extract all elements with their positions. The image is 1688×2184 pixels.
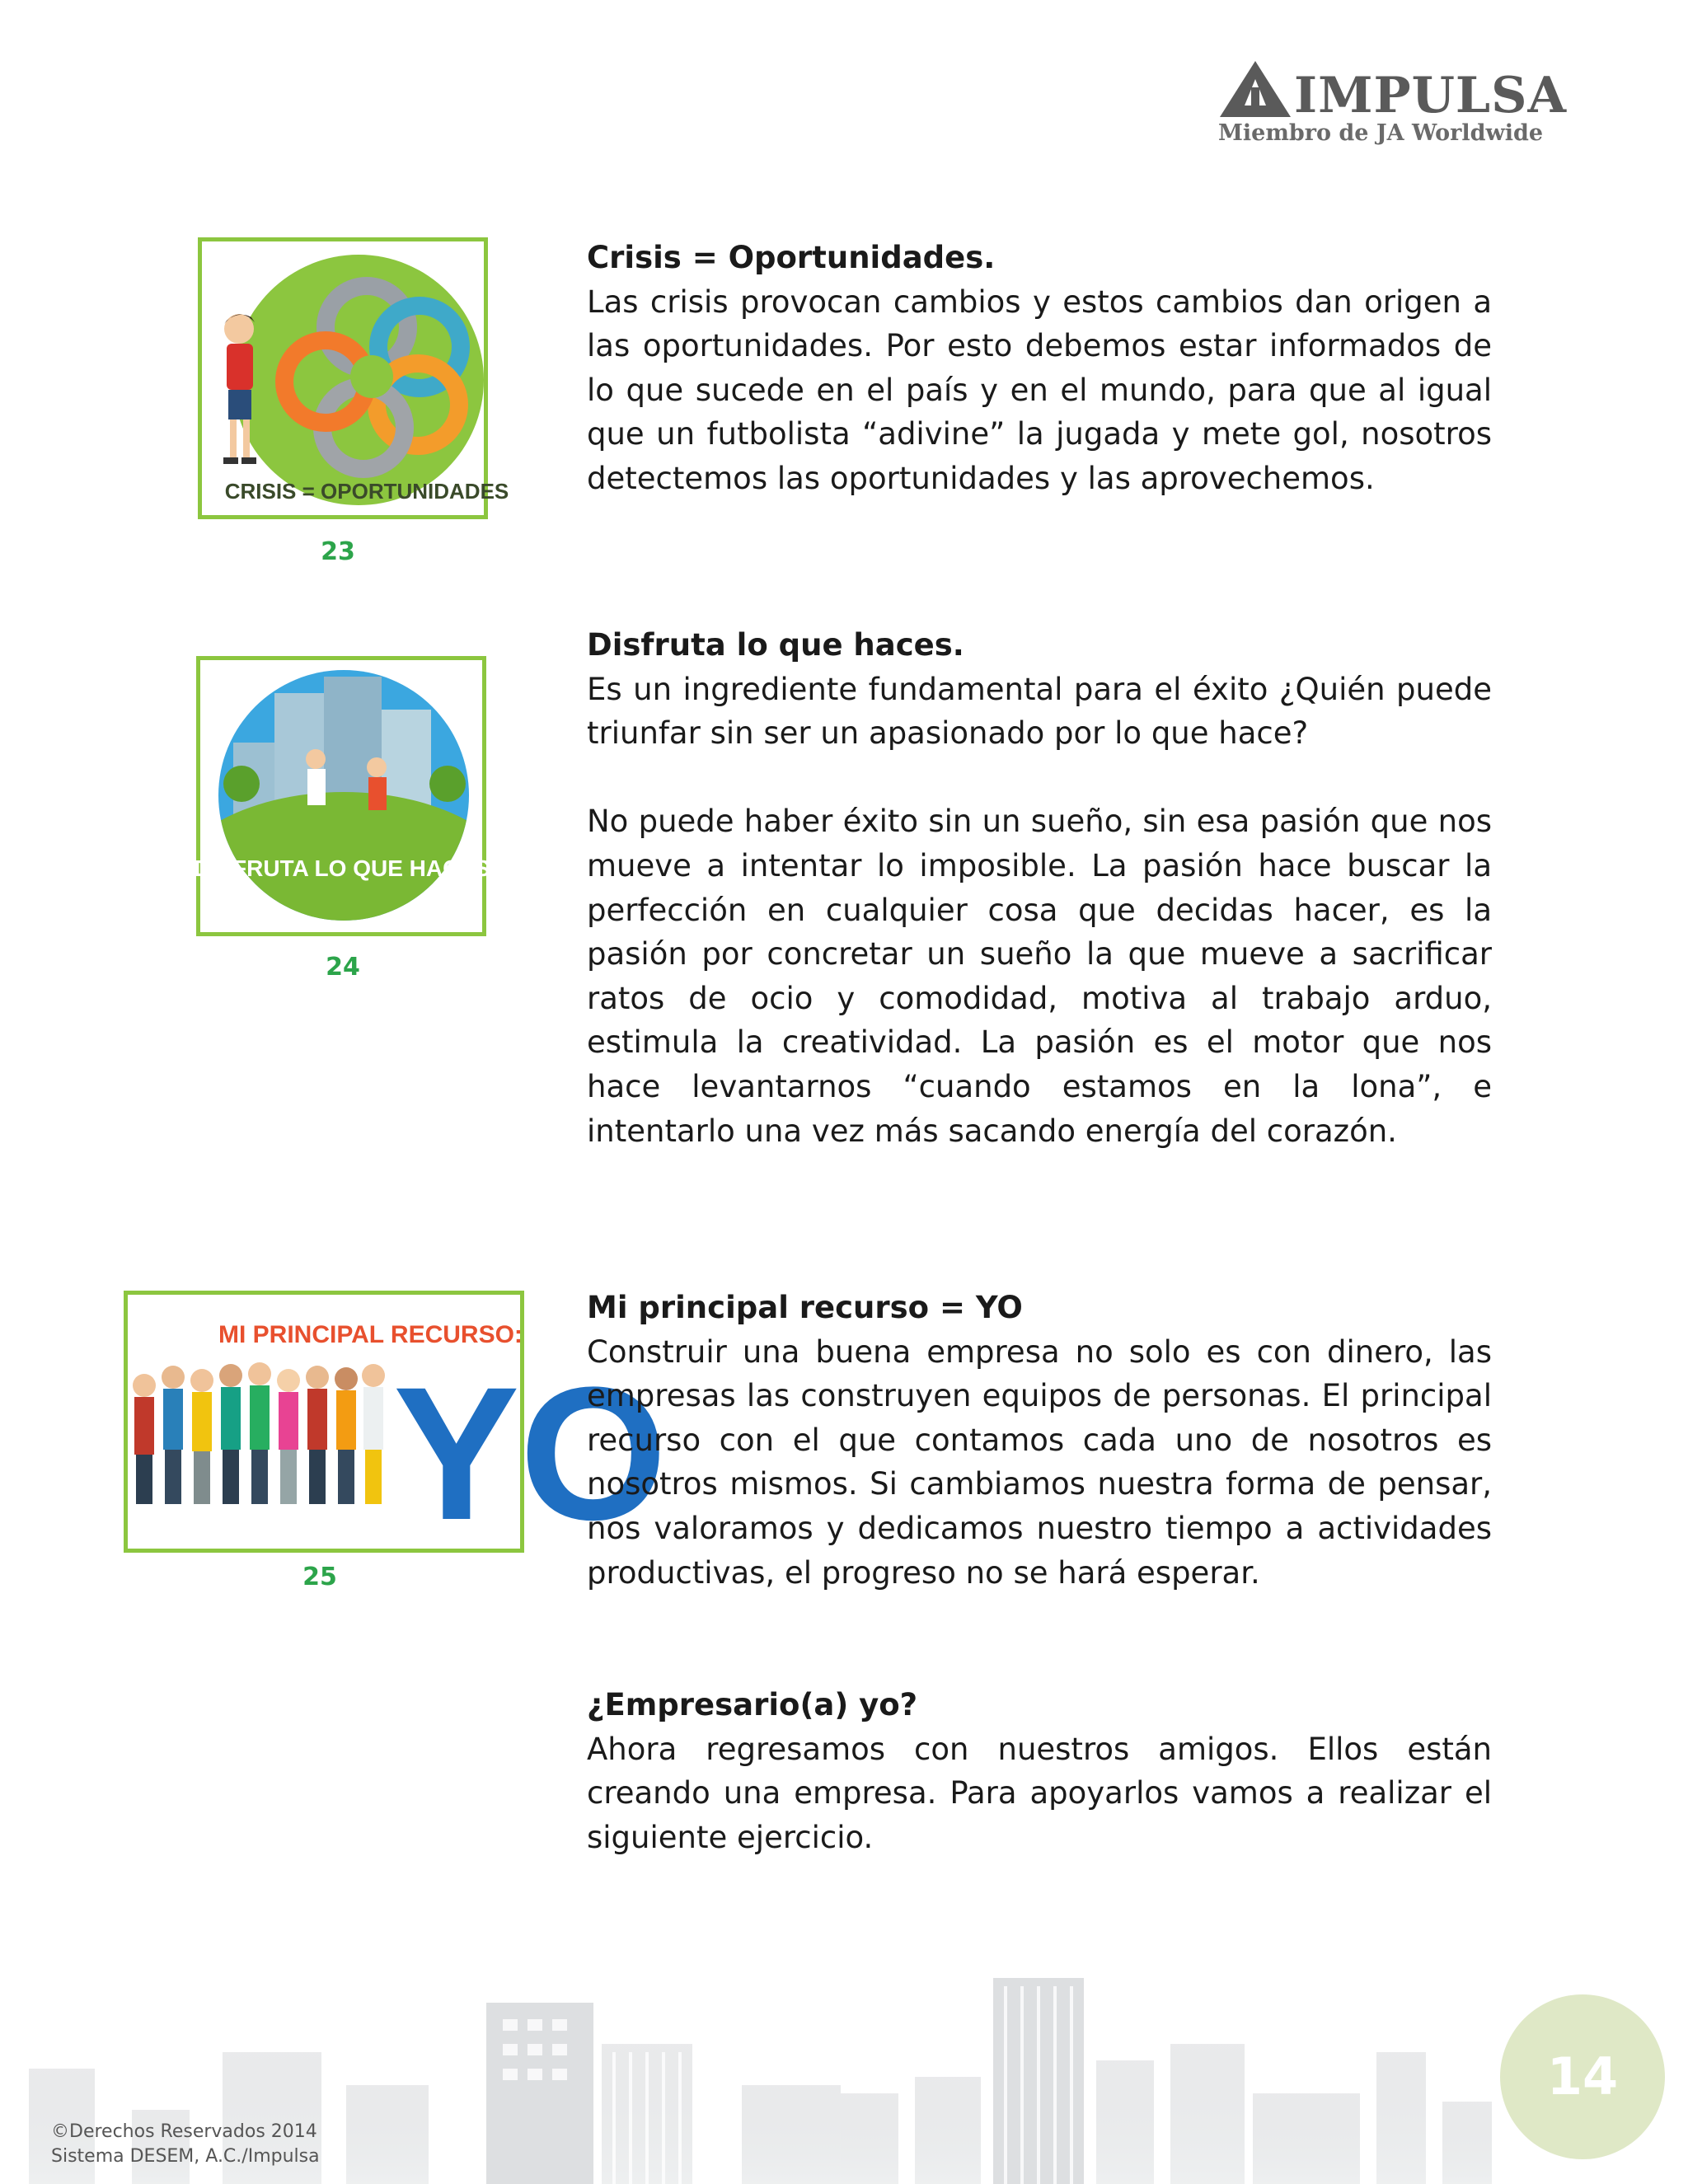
figure-caption-24: 24 <box>326 953 360 982</box>
crisis-oportunidades-image <box>198 237 509 519</box>
mi-principal-recurso-image <box>124 1291 668 1559</box>
section-crisis <box>587 236 1492 501</box>
logo-tagline: Miembro de JA Worldwide <box>1218 120 1544 146</box>
section-empresario <box>587 1683 1492 1859</box>
recurso-image-yo: YO <box>393 1347 668 1559</box>
section-heading: ¿Empresario(a) yo? <box>587 1687 918 1722</box>
footer-copyright <box>51 2120 320 2169</box>
section-paragraph: Las crisis provocan cambios y estos cambios dan origen a las oportunidades. Por esto debemos estar informados de lo que sucede en el país y en el mundo, para que al igual que un futbolista “adivine” la jugada y mete gol, nosotros detectemos las oportunidades y las aprovechemos. <box>587 284 1492 496</box>
section-paragraph: Construir una buena empresa no solo es con dinero, las empresas las construyen equipos de personas. El principal recurso con el que contamos cada uno de nosotros es nosotros mismos. Si cambiamos nuestra forma de pensar, nos valoramos y dedicamos nuestro tiempo a actividades productivas, el progreso no se hará esperar. <box>587 1333 1492 1591</box>
section-heading: Disfruta lo que haces. <box>587 627 964 663</box>
section-paragraph: Ahora regresamos con nuestros amigos. Ellos están creando una empresa. Para apoyarlos vamos a realizar el siguiente ejercicio. <box>587 1731 1492 1855</box>
page-number: 14 <box>1546 2046 1619 2107</box>
impulsa-logo <box>1218 59 1567 152</box>
logo-wordmark: IMPULSA <box>1294 67 1567 124</box>
recurso-image-label: MI PRINCIPAL RECURSO: <box>218 1321 523 1348</box>
section-paragraph: No puede haber éxito sin un sueño, sin esa pasión que nos mueve a intentar lo imposible. La pasión hace buscar la perfección en cualquier cosa que decidas hacer, es la pasión por concretar un sueño la que mueve a sacrificar ratos de ocio y comodidad, motiva al trabajo arduo, estimula la creatividad. La pasión es el motor que nos hace levantarnos “cuando estamos en la lona”, e intentarlo una vez más sacando energía del corazón. <box>587 804 1492 1149</box>
section-mi-principal-recurso <box>587 1286 1492 1595</box>
paragraph-gap <box>587 756 1492 800</box>
figure-caption-23: 23 <box>321 537 355 566</box>
section-heading: Mi principal recurso = YO <box>587 1290 1023 1325</box>
impulsa-triangle-icon <box>1218 59 1292 119</box>
disfruta-image-label: DISFRUTA LO QUE HACES <box>194 855 490 881</box>
section-disfruta <box>587 623 1492 1153</box>
copyright-text: ©Derechos Reservados 2014 <box>51 2121 317 2142</box>
crisis-image-label: CRISIS = OPORTUNIDADES <box>224 479 509 504</box>
section-heading: Crisis = Oportunidades. <box>587 240 996 275</box>
organization-text: Sistema DESEM, A.C./Impulsa <box>51 2146 320 2167</box>
figure-caption-25: 25 <box>302 1563 337 1591</box>
disfruta-lo-que-haces-image <box>194 656 490 936</box>
section-paragraph: Es un ingrediente fundamental para el éxito ¿Quién puede triunfar sin ser un apasionado por lo que hace? <box>587 671 1492 752</box>
